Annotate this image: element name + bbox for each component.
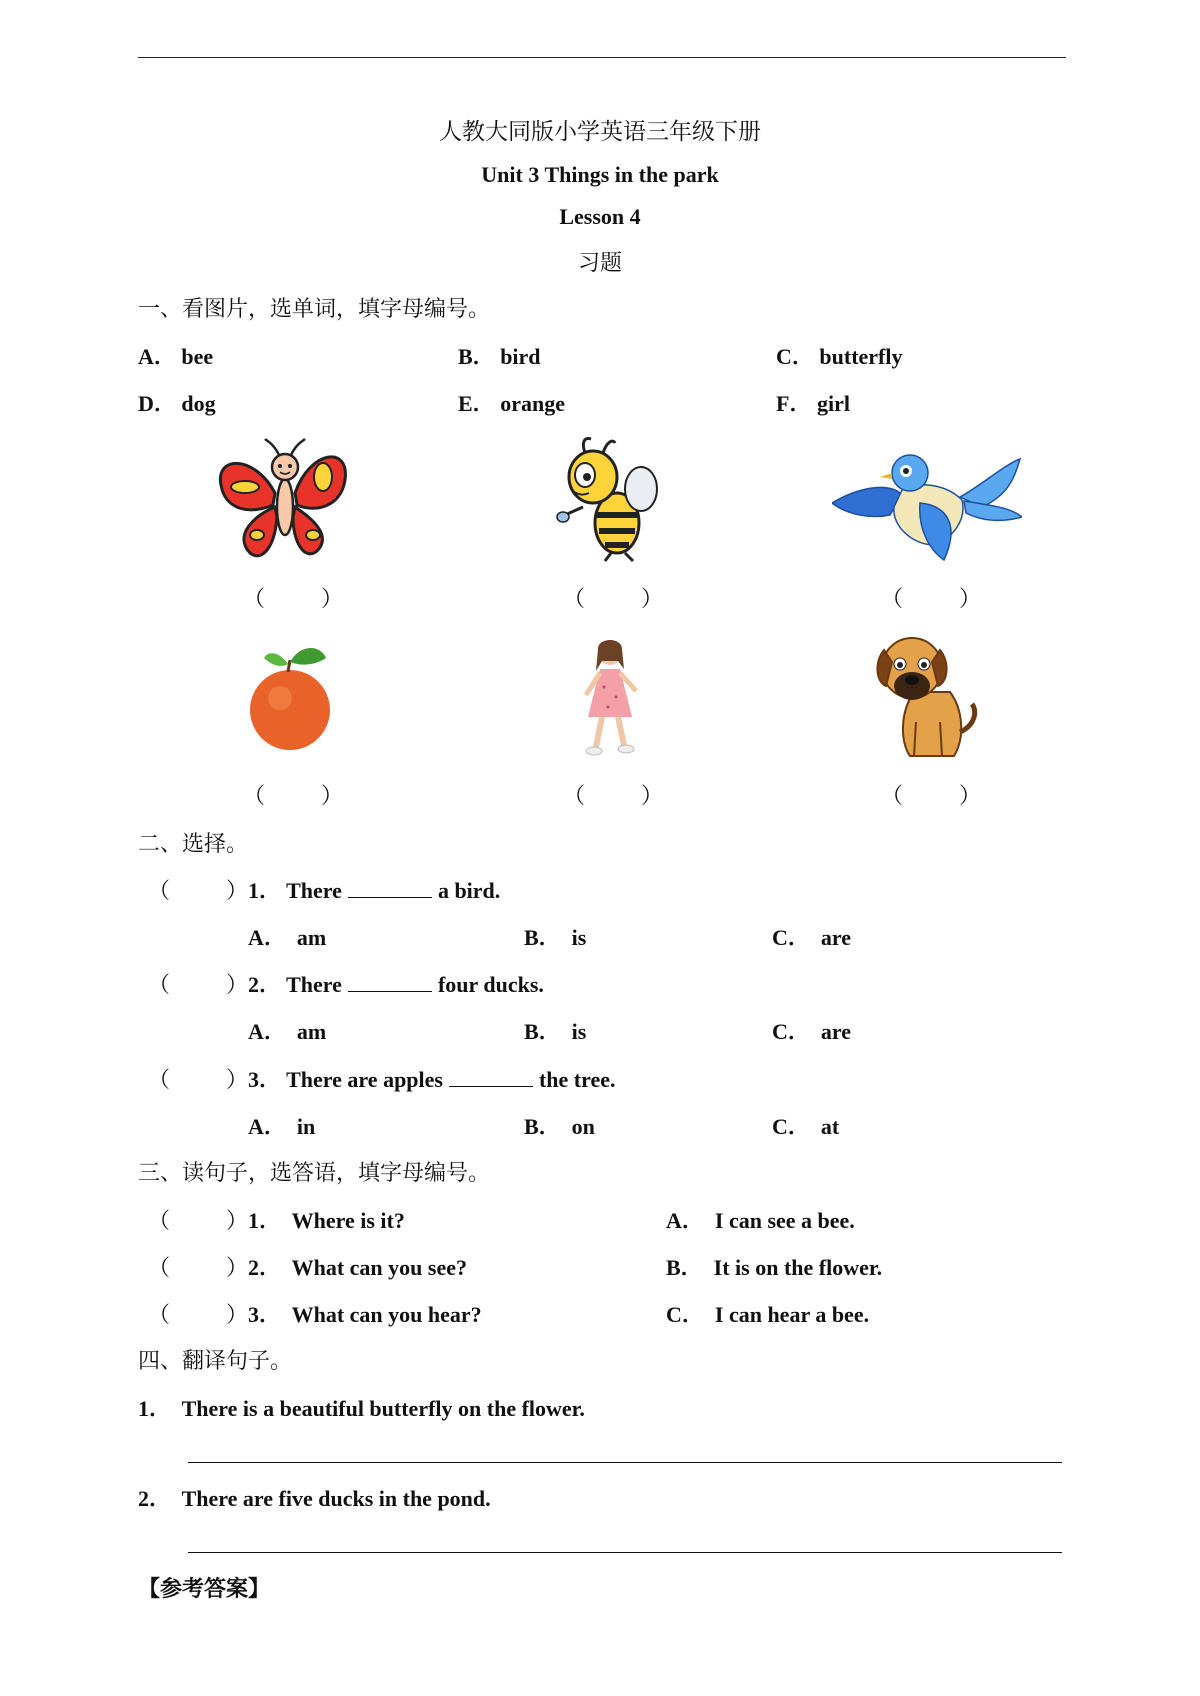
- q2-option-b: B． is: [524, 1019, 587, 1044]
- section-1-heading: 一、看图片，选单词，填字母编号。: [138, 297, 491, 322]
- section-4-heading: 四、翻译句子。: [138, 1349, 293, 1374]
- dog-picture: [870, 632, 980, 762]
- answer-line-2[interactable]: [188, 1552, 1062, 1553]
- fill-blank[interactable]: [348, 879, 432, 898]
- answers-heading: 【参考答案】: [138, 1576, 271, 1602]
- bird-picture: [832, 445, 1022, 565]
- girl-picture: [578, 635, 648, 761]
- q1-option-b: B． is: [524, 925, 587, 950]
- unit-title: Unit 3 Things in the park: [481, 162, 719, 187]
- answer-paren-5[interactable]: （ ）: [563, 784, 663, 809]
- translate-item-1: 1． There is a beautiful butterfly on the flower.: [138, 1396, 585, 1421]
- match-paren-3[interactable]: （ ）: [148, 1303, 248, 1328]
- answer-paren-6[interactable]: （ ）: [881, 784, 981, 809]
- question-1: 1． There a bird.: [248, 878, 501, 903]
- answer-paren-4[interactable]: （ ）: [243, 784, 343, 809]
- q2-option-c: C． are: [772, 1019, 852, 1044]
- worksheet-title: 人教大同版小学英语三年级下册: [439, 119, 761, 145]
- section-3-heading: 三、读句子，选答语，填字母编号。: [138, 1161, 491, 1186]
- answer-paren-1[interactable]: （ ）: [243, 587, 343, 612]
- choice-paren-1[interactable]: （ ）: [148, 879, 248, 904]
- exercise-subtitle: 习题: [577, 251, 622, 276]
- q1-option-a: A． am: [248, 925, 327, 950]
- question-2: 2． There four ducks.: [248, 972, 544, 997]
- translate-item-2: 2． There are five ducks in the pond.: [138, 1486, 491, 1511]
- option-e: E． orange: [458, 391, 565, 416]
- header-rule: [138, 57, 1066, 58]
- match-paren-2[interactable]: （ ）: [148, 1256, 248, 1281]
- butterfly-picture: [215, 435, 355, 563]
- option-c: C． butterfly: [776, 344, 903, 369]
- option-f: F． girl: [776, 391, 850, 416]
- option-d: D． dog: [138, 391, 216, 416]
- lesson-title: Lesson 4: [559, 204, 641, 229]
- q3-option-b: B． on: [524, 1114, 595, 1139]
- q2-option-a: A． am: [248, 1019, 327, 1044]
- orange-picture: [244, 638, 339, 756]
- bee-picture: [555, 435, 665, 563]
- fill-blank[interactable]: [449, 1068, 533, 1087]
- answer-paren-3[interactable]: （ ）: [881, 587, 981, 612]
- section-2-heading: 二、选择。: [138, 832, 249, 857]
- question-3: 3． There are apples the tree.: [248, 1067, 616, 1092]
- match-question-3: 3． What can you hear?: [248, 1302, 482, 1327]
- choice-paren-3[interactable]: （ ）: [148, 1068, 248, 1093]
- option-a: A． bee: [138, 344, 214, 369]
- option-b: B． bird: [458, 344, 541, 369]
- match-answer-b: B． It is on the flower.: [666, 1255, 883, 1280]
- q3-option-a: A． in: [248, 1114, 316, 1139]
- match-answer-c: C． I can hear a bee.: [666, 1302, 870, 1327]
- match-paren-1[interactable]: （ ）: [148, 1209, 248, 1234]
- match-answer-a: A． I can see a bee.: [666, 1208, 855, 1233]
- answer-line-1[interactable]: [188, 1462, 1062, 1463]
- fill-blank[interactable]: [348, 973, 432, 992]
- choice-paren-2[interactable]: （ ）: [148, 973, 248, 998]
- match-question-2: 2． What can you see?: [248, 1255, 467, 1280]
- q1-option-c: C． are: [772, 925, 852, 950]
- answer-paren-2[interactable]: （ ）: [563, 587, 663, 612]
- match-question-1: 1． Where is it?: [248, 1208, 405, 1233]
- q3-option-c: C． at: [772, 1114, 840, 1139]
